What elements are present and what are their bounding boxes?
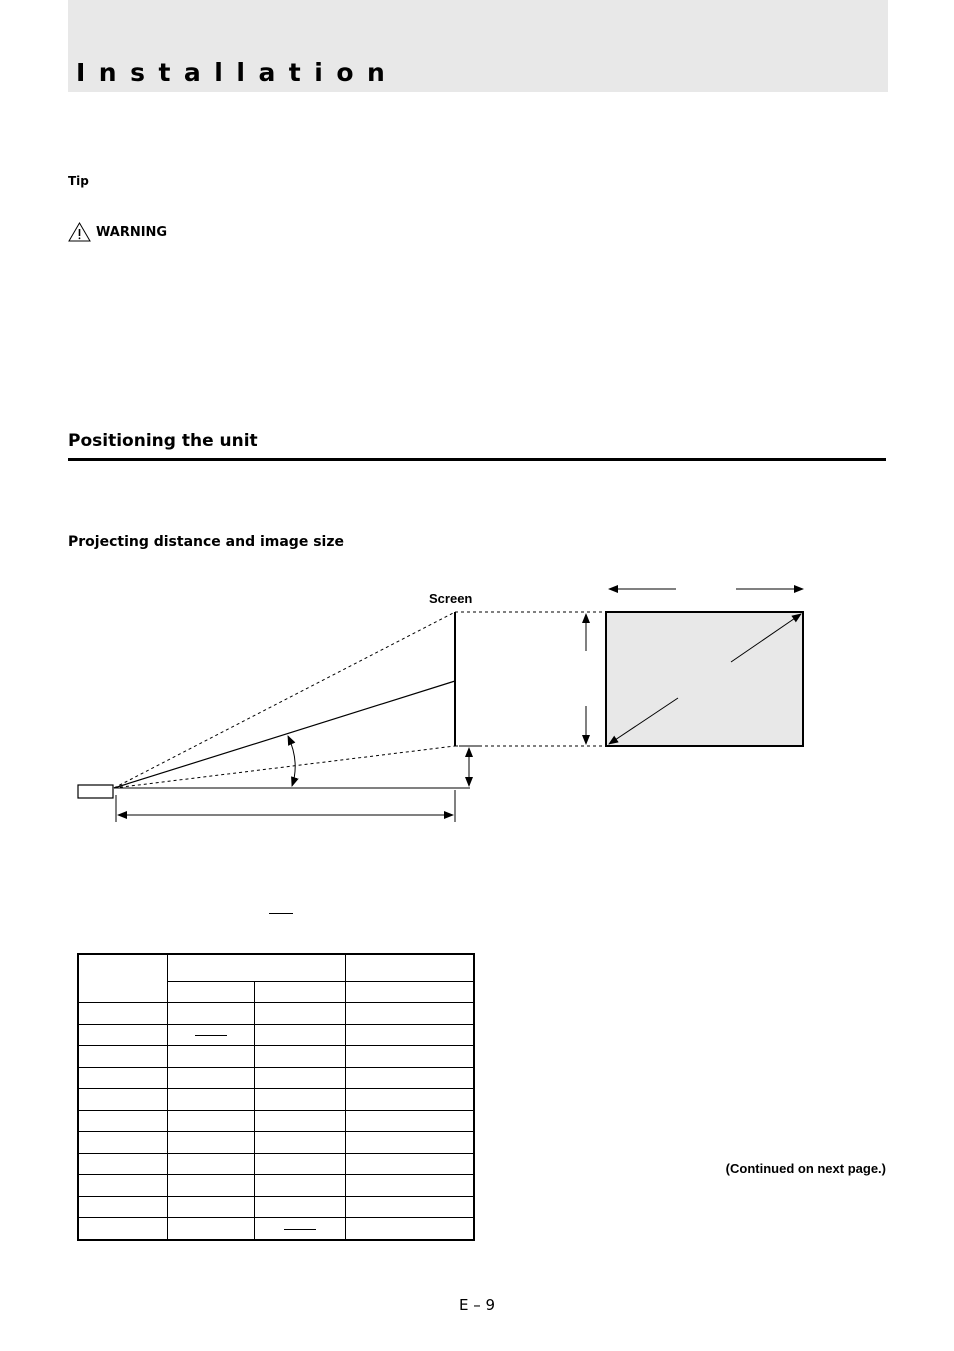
sub-heading: Projecting distance and image size <box>68 534 344 550</box>
tip-label: Tip <box>68 174 89 188</box>
table-header-cell <box>78 954 167 1003</box>
table-cell-dash <box>254 1218 345 1240</box>
distance-table <box>77 953 475 1241</box>
page-number: E – 9 <box>458 1296 496 1314</box>
projection-diagram <box>0 570 954 830</box>
table-row <box>78 1067 474 1089</box>
angle-arc <box>288 736 295 786</box>
table-row <box>78 1196 474 1218</box>
table-row <box>78 1218 474 1240</box>
warning-note <box>68 222 167 242</box>
table-row <box>78 1175 474 1197</box>
table-header-cell <box>167 981 254 1003</box>
projection-center-ray <box>114 681 455 788</box>
table-row <box>78 1003 474 1025</box>
table-row <box>78 1046 474 1068</box>
table-header-cell <box>345 954 474 981</box>
table-row <box>78 1132 474 1154</box>
table-row <box>78 1110 474 1132</box>
table-cell-dash <box>167 1024 254 1046</box>
table-row <box>78 1024 474 1046</box>
section-heading: Positioning the unit <box>68 431 258 451</box>
table-header-cell <box>254 981 345 1003</box>
warning-triangle-icon <box>68 222 91 242</box>
projection-upper-dotted <box>114 612 455 788</box>
table-header-cell <box>345 981 474 1003</box>
page-title: Installation <box>76 58 399 87</box>
warning-label: WARNING <box>96 224 168 240</box>
table-header-cell <box>167 954 345 981</box>
continued-note: (Continued on next page.) <box>725 1161 886 1176</box>
table-row <box>78 1089 474 1111</box>
table-row <box>78 1153 474 1175</box>
projector-unit <box>78 785 113 798</box>
table-header-row <box>78 954 474 981</box>
section-rule <box>68 458 886 461</box>
screen-label: Screen <box>429 591 473 606</box>
formula-rule <box>269 913 293 914</box>
projection-lower-dotted <box>114 746 455 788</box>
